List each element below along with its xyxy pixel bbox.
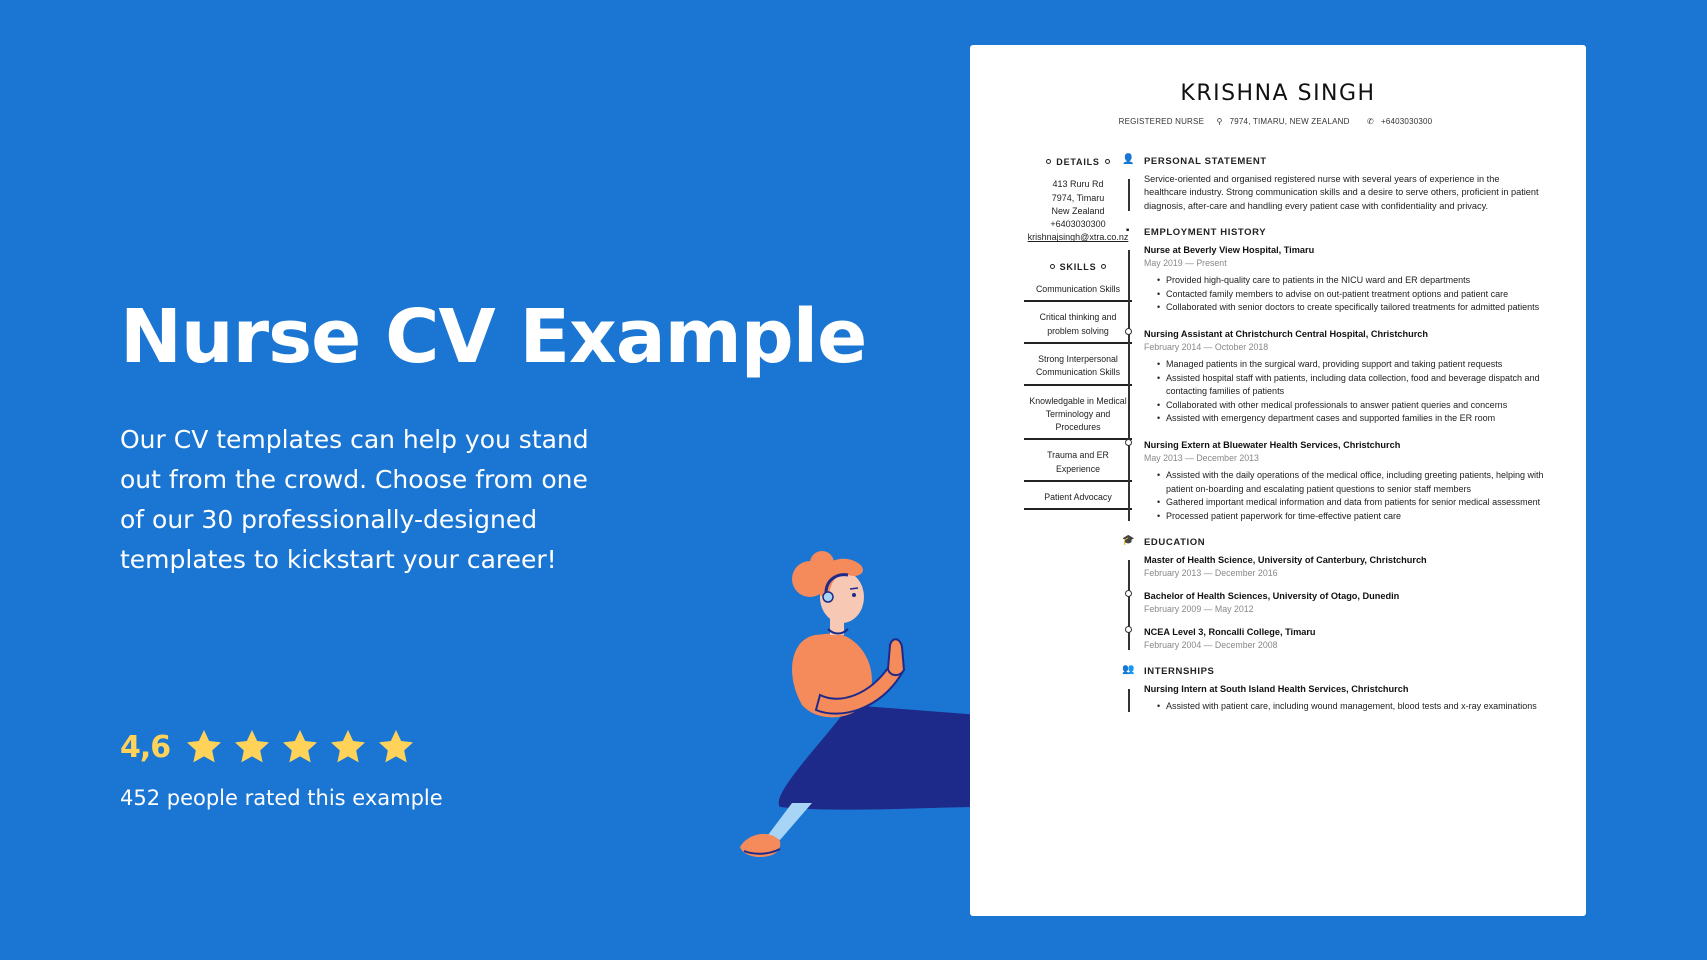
rating xyxy=(120,727,424,767)
personal-statement-text: Service-oriented and organised registered nurse with several years of experience in the healthcare industry. Strong communication skills and a desire to serve others, proficient in patient diagnosis, after-care and handling every patient case with confidentiality and privacy. xyxy=(1144,174,1539,211)
job-date: May 2019 — Present xyxy=(1144,258,1227,269)
education-date: February 2009 — May 2012 xyxy=(1144,604,1254,615)
job-bullet: • Provided high-quality care to patients in the NICU ward and ER departments xyxy=(1166,274,1544,287)
job-title: Nurse at Beverly View Hospital, Timaru xyxy=(1144,245,1315,256)
star-icon xyxy=(376,727,416,767)
job-bullet: • Assisted with the daily operations of the medical office, including greeting patients, helping with patient on-boarding and escalating patient questions to senior staff members xyxy=(1166,469,1544,496)
job-entry xyxy=(1144,328,1544,425)
rating-count: 452 people rated this example xyxy=(120,786,443,810)
education-entry xyxy=(1144,590,1544,616)
cv-sidebar xyxy=(1018,156,1138,519)
internships-section xyxy=(1122,664,1544,713)
woman-illustration xyxy=(730,545,980,875)
details-address: 413 Ruru Rd xyxy=(1052,179,1104,190)
education-title: Master of Health Science, University of Canterbury, Christchurch xyxy=(1144,555,1427,566)
job-bullet: • Assisted hospital staff with patients, including data collection, food and beverage dispatch and contacting families of patients xyxy=(1166,372,1544,399)
job-bullet: • Collaborated with senior doctors to create specifically tailored treatments for admitted patients xyxy=(1166,301,1544,314)
section-heading: PERSONAL STATEMENT xyxy=(1144,156,1267,167)
section-heading: INTERNSHIPS xyxy=(1144,666,1215,678)
graduation-cap-icon: 🎓 xyxy=(1122,535,1136,547)
education-entry xyxy=(1144,626,1544,652)
personal-statement-section xyxy=(1122,154,1544,213)
education-title: Bachelor of Health Sciences, University of Otago, Dunedin xyxy=(1144,591,1400,602)
rating-score: 4,6 xyxy=(120,729,171,765)
page-title: Nurse CV Example xyxy=(120,294,867,380)
job-title: Nursing Extern at Bluewater Health Services, Christchurch xyxy=(1144,440,1401,451)
job-entry xyxy=(1144,439,1544,523)
section-heading: EMPLOYMENT HISTORY xyxy=(1144,227,1267,239)
star-icon xyxy=(232,727,272,767)
cv-main xyxy=(1122,154,1544,728)
job-date: May 2013 — December 2013 xyxy=(1144,453,1259,464)
skill-item: Critical thinking and problem solving xyxy=(1024,311,1132,344)
job-title: Nursing Assistant at Christchurch Central Hospital, Christchurch xyxy=(1144,329,1429,340)
job-bullet: • Gathered important medical information and data from patients for senior medical assessment xyxy=(1166,496,1544,509)
employment-section xyxy=(1125,225,1544,523)
people-icon: 👥 xyxy=(1122,664,1136,676)
job-date: February 2014 — October 2018 xyxy=(1144,342,1269,353)
cv-name: KRISHNA SINGH xyxy=(1180,81,1376,106)
skills-heading: SKILLS xyxy=(1018,261,1138,274)
skill-item: Knowledgable in Medical Terminology and Procedures xyxy=(1024,395,1132,441)
internship-entry xyxy=(1144,683,1544,713)
cv-location: ⚲ 7974, TIMARU, NEW ZEALAND xyxy=(1216,117,1350,126)
education-entry xyxy=(1144,554,1544,580)
job-bullet: • Contacted family members to advise on out-patient treatment options and patient care xyxy=(1166,288,1544,301)
details-email-link[interactable]: krishnajsingh@xtra.co.nz xyxy=(1027,232,1129,243)
briefcase-icon: ▪ xyxy=(1125,225,1131,237)
cv-document xyxy=(970,45,1586,916)
job-bullet: • Assisted with emergency department cases and supported families in the ER room xyxy=(1166,412,1544,425)
internship-title: Nursing Intern at South Island Health Services, Christchurch xyxy=(1144,684,1409,695)
hero-subtitle: Our CV templates can help you stand out from the crowd. Choose from one of our 30 professionally-designed templates to kickstart your career! xyxy=(120,425,589,574)
details-city: 7974, Timaru xyxy=(1051,192,1105,203)
education-section xyxy=(1122,535,1544,652)
cv-phone: ✆ +6403030300 xyxy=(1367,117,1433,126)
skill-item: Strong Interpersonal Communication Skills xyxy=(1024,353,1132,386)
job-bullet: • Collaborated with other medical professionals to answer patient queries and concerns xyxy=(1166,399,1544,412)
star-icon xyxy=(280,727,320,767)
star-icon xyxy=(328,727,368,767)
person-icon: 👤 xyxy=(1122,154,1136,165)
education-date: February 2004 — December 2008 xyxy=(1144,640,1278,651)
cv-job-title: REGISTERED NURSE xyxy=(1118,117,1205,126)
job-entry xyxy=(1144,244,1544,314)
star-icon xyxy=(184,727,224,767)
skill-item: Patient Advocacy xyxy=(1024,491,1132,510)
details-phone: +6403030300 xyxy=(1050,219,1106,230)
job-bullet: • Managed patients in the surgical ward, providing support and taking patient requests xyxy=(1166,358,1544,371)
details-country: New Zealand xyxy=(1051,205,1105,216)
internship-bullet: • Assisted with patient care, including wound management, blood tests and x-ray examinations xyxy=(1166,700,1544,713)
education-date: February 2013 — December 2016 xyxy=(1144,568,1278,579)
job-bullet: • Processed patient paperwork for time-effective patient care xyxy=(1166,510,1544,523)
phone-icon: ✆ xyxy=(1367,117,1374,126)
section-heading: EDUCATION xyxy=(1144,537,1206,549)
education-title: NCEA Level 3, Roncalli College, Timaru xyxy=(1144,627,1316,638)
skill-item: Trauma and ER Experience xyxy=(1024,449,1132,482)
details-heading: DETAILS xyxy=(1018,156,1138,169)
cv-contact-line xyxy=(970,117,1586,126)
skill-item: Communication Skills xyxy=(1024,283,1132,302)
location-pin-icon: ⚲ xyxy=(1216,117,1223,126)
